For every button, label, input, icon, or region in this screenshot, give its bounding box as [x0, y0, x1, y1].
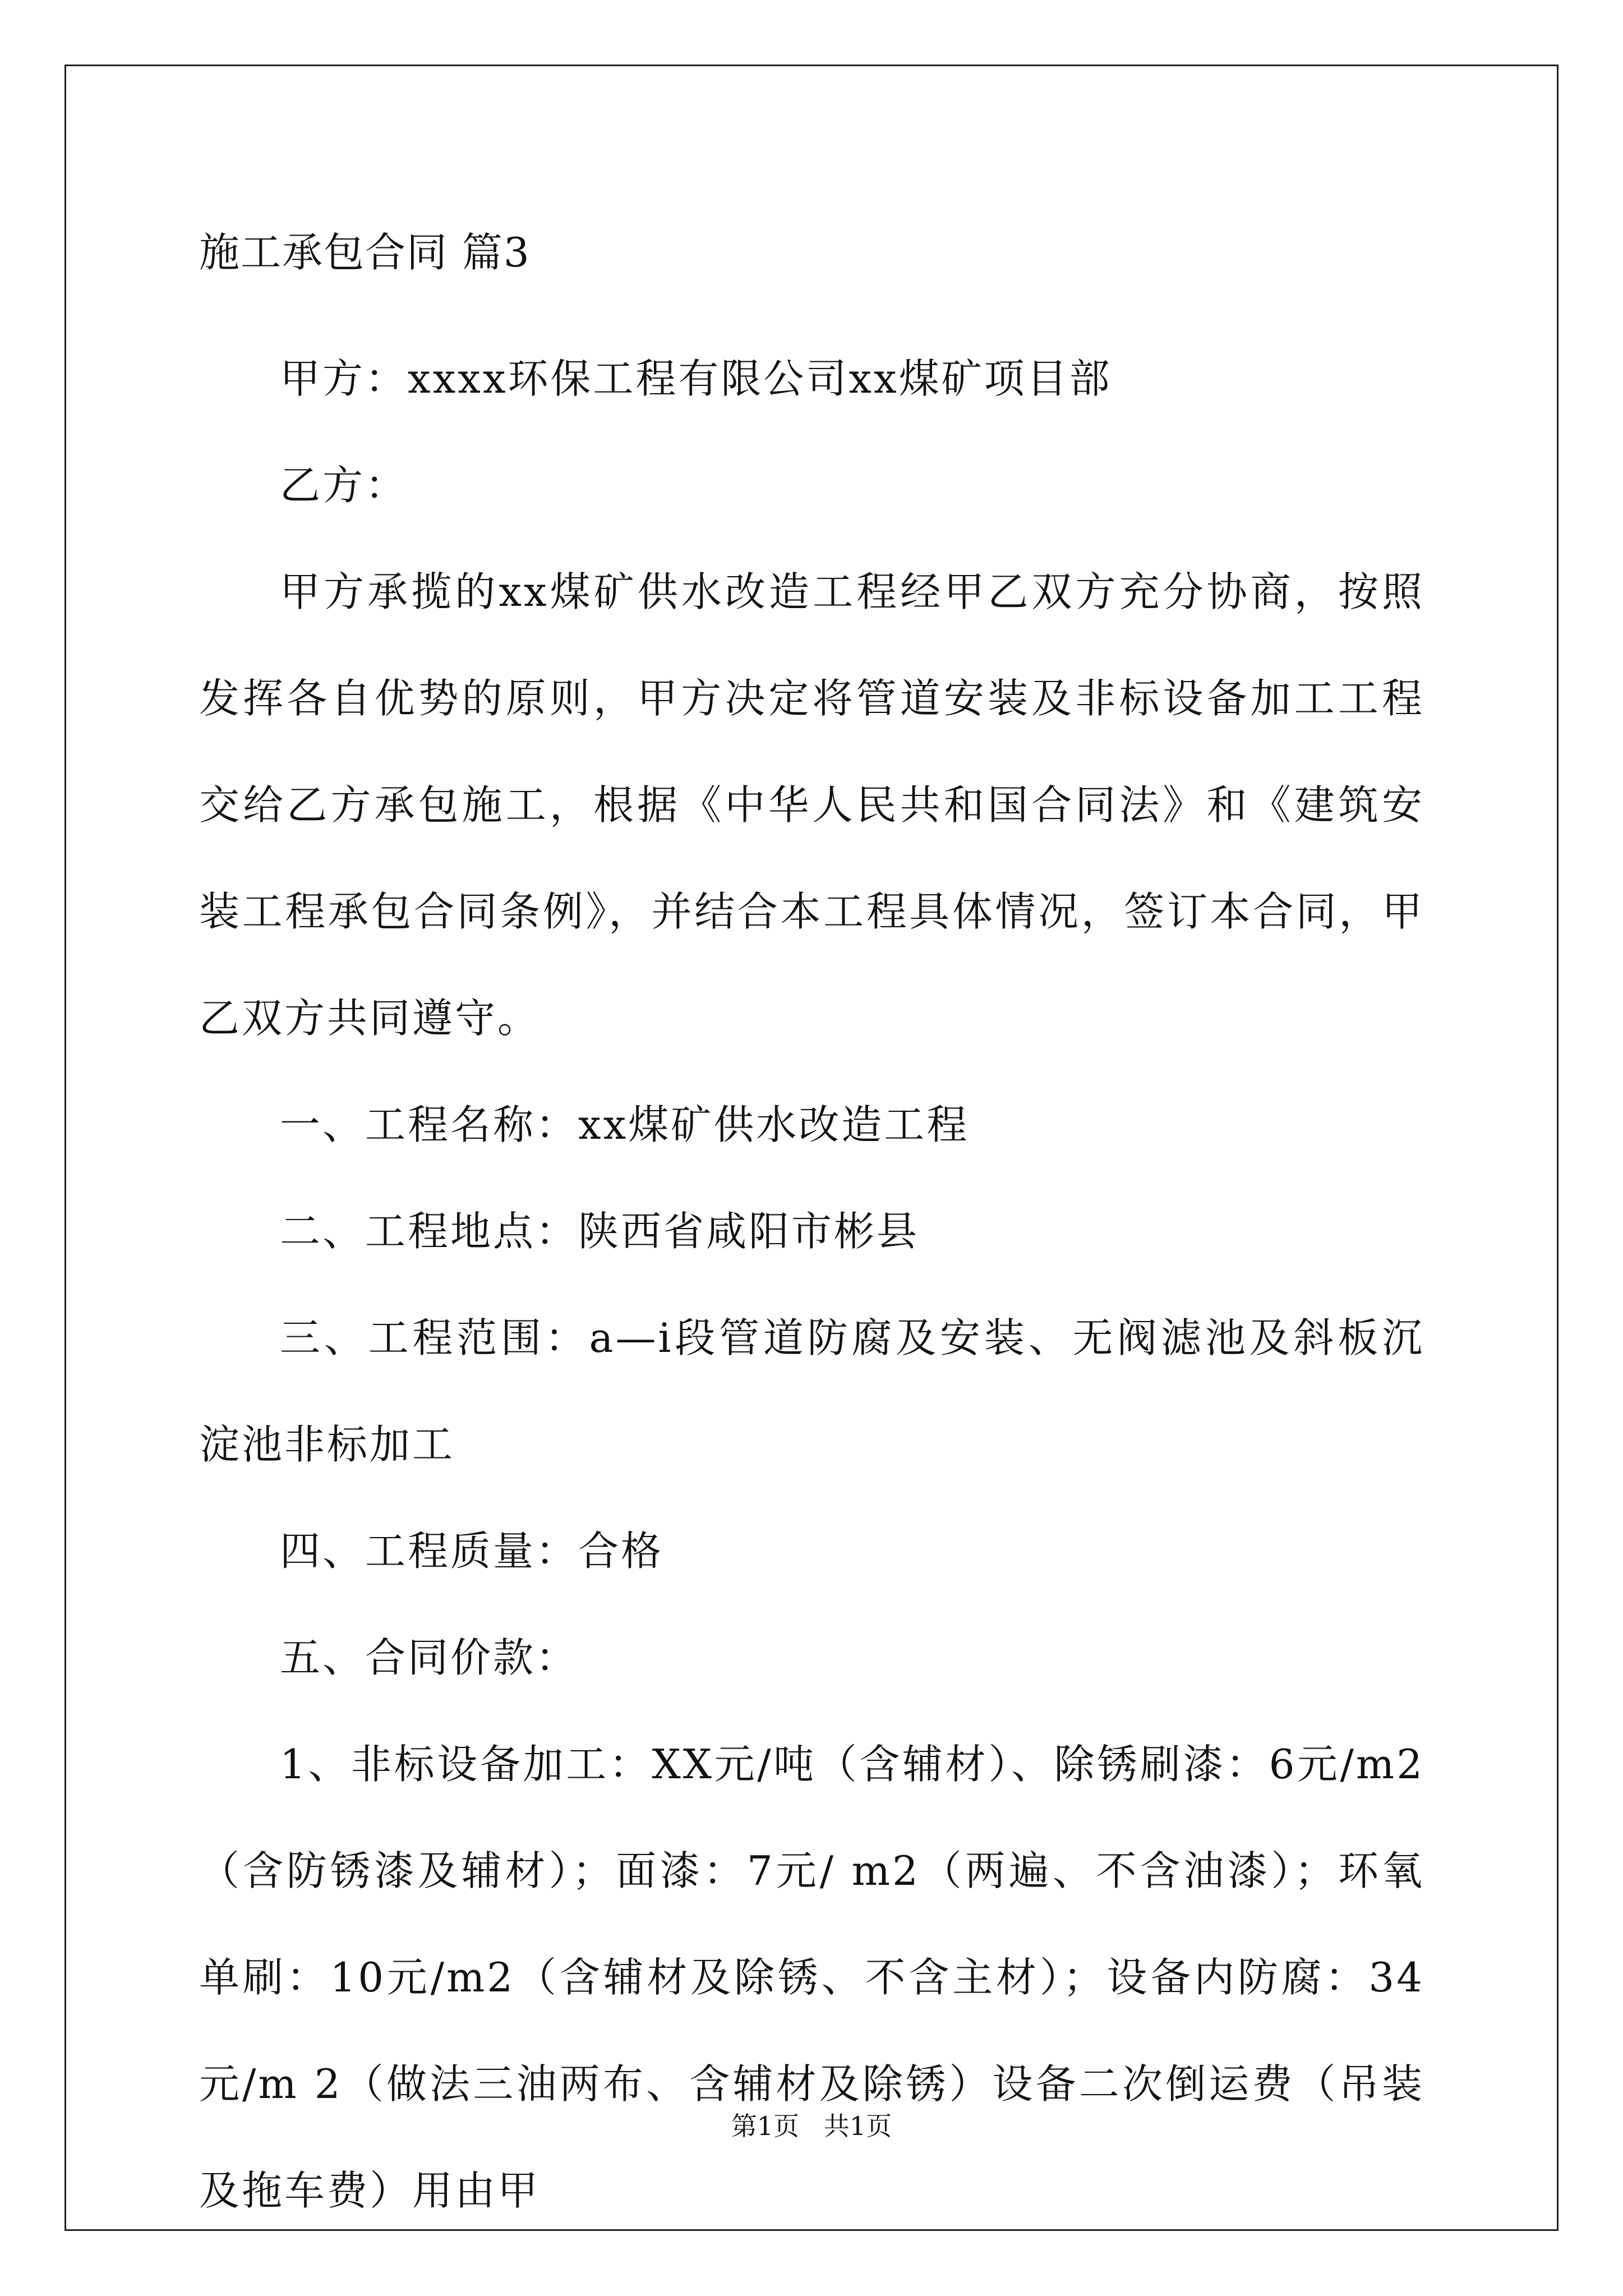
clause-contract-price: 五、合同价款： — [280, 1634, 579, 1681]
preamble-paragraph: 甲方承揽的xx煤矿供水改造工程经甲乙双方充分协商，按照发挥各自优势的原则，甲方决定将管道安装及非标设备加工工程交给乙方承包施工，根据《中华人民共和国合同法》和《建筑安装工程承包合同条例》，并结合本工程具体情况，签订本合同，甲乙双方共同遵守。 — [199, 568, 1424, 1042]
party-b-line: 乙方： — [280, 462, 408, 509]
clause-project-name: 一、工程名称：xx煤矿供水改造工程 — [280, 1101, 970, 1148]
clause-project-location: 二、工程地点：陕西省咸阳市彬县 — [280, 1208, 920, 1255]
page-number-footer: 第1页 共1页 — [731, 2111, 892, 2141]
document-title: 施工承包合同 篇3 — [199, 229, 531, 276]
clause-project-quality: 四、工程质量：合格 — [280, 1527, 664, 1575]
clause-price-item-1: 1、非标设备加工：XX元/吨（含辅材）、除锈刷漆：6元/m2（含防锈漆及辅材）；面漆：7元/ m2（两遍、不含油漆）；环氧单刷：10元/m2（含辅材及除锈、不含主材）；设备内防腐：34元/m 2（做法三油两布、含辅材及除锈）设备二次倒运费（吊装及拖车费）用由甲 — [199, 1741, 1424, 2214]
clause-project-scope: 三、工程范围：a—i段管道防腐及安装、无阀滤池及斜板沉淀池非标加工 — [199, 1314, 1424, 1468]
document-body — [199, 325, 1424, 2244]
party-a-line: 甲方：xxxx环保工程有限公司xx煤矿项目部 — [280, 355, 1112, 402]
